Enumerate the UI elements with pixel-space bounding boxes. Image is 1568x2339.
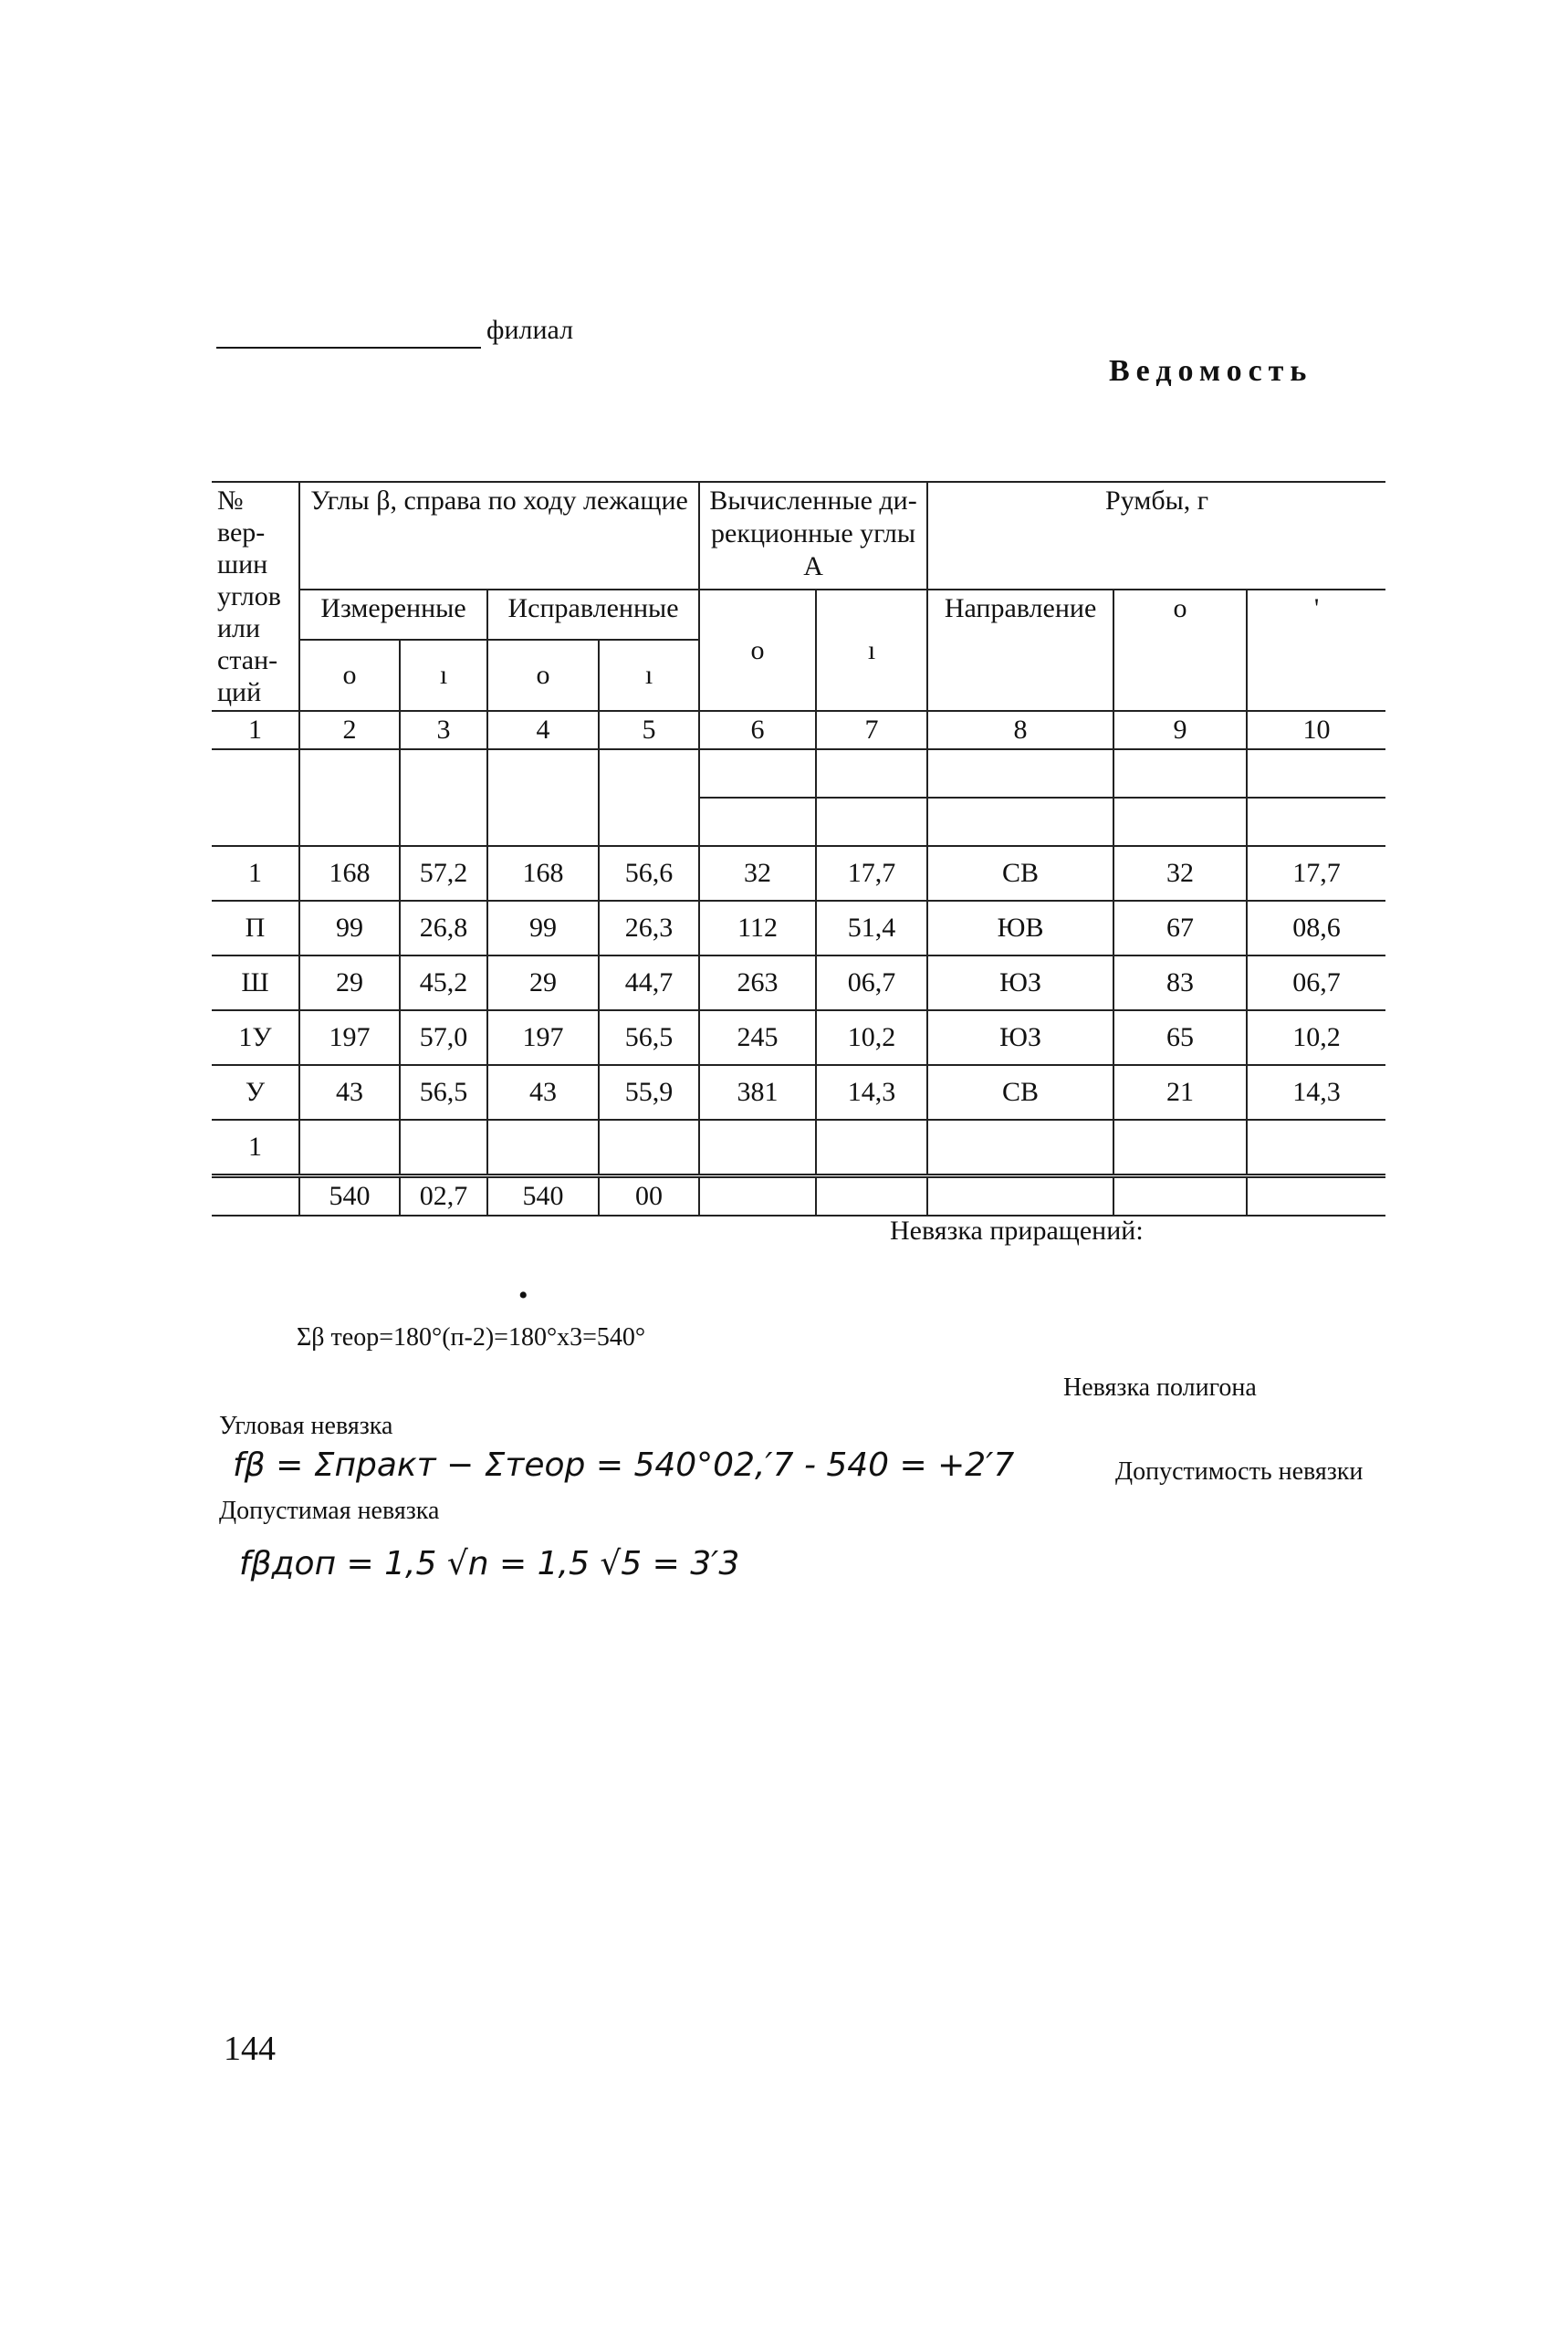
col-number: 10	[1247, 711, 1385, 749]
corrected-min: 56,6	[599, 846, 699, 901]
measured-deg: 168	[299, 846, 400, 901]
blank-cell	[1247, 1176, 1385, 1216]
dir-deg: 381	[699, 1065, 816, 1120]
blank-cell	[212, 749, 299, 846]
header-row-2	[212, 590, 1385, 640]
corrected-min: 44,7	[599, 955, 699, 1010]
rumb-min: 14,3	[1247, 1065, 1385, 1120]
sum-theoretical-formula: Σβ теор=180°(п-2)=180°х3=540°	[297, 1323, 646, 1352]
blank-cell	[1247, 798, 1385, 846]
blank-cell	[699, 1176, 816, 1216]
total-measured-min: 02,7	[400, 1176, 487, 1216]
blank-cell	[1247, 1120, 1385, 1176]
measured-min: 26,8	[400, 901, 487, 955]
blank-cell	[699, 1120, 816, 1176]
blank-cell	[599, 749, 699, 846]
corrected-deg-header: о	[487, 640, 599, 711]
angles-header: Углы β, справа по ходу лежащие	[299, 482, 699, 590]
vertex-header: № вер- шин углов или стан- ций	[212, 482, 299, 711]
corrected-deg: 43	[487, 1065, 599, 1120]
blank-cell	[1113, 798, 1247, 846]
branch-label: филиал	[486, 315, 574, 345]
rumb-deg: 32	[1113, 846, 1247, 901]
station-cell: 1	[212, 1120, 299, 1176]
direction: ЮЗ	[927, 1010, 1113, 1065]
dir-min-header: ı	[816, 590, 927, 711]
page-title: Ведомость	[1109, 354, 1313, 388]
direction: СВ	[927, 846, 1113, 901]
rumb-deg: 67	[1113, 901, 1247, 955]
rumb-deg-header: о	[1113, 590, 1247, 711]
direction: ЮВ	[927, 901, 1113, 955]
blank-cell	[400, 749, 487, 846]
blank-cell	[599, 1120, 699, 1176]
measured-min: 57,2	[400, 846, 487, 901]
direction: СВ	[927, 1065, 1113, 1120]
measured-deg: 29	[299, 955, 400, 1010]
total-corrected-min: 00	[599, 1176, 699, 1216]
blank-cell	[1247, 749, 1385, 798]
total-corrected-deg: 540	[487, 1176, 599, 1216]
col-number: 6	[699, 711, 816, 749]
blank-cell	[699, 749, 816, 798]
blank-cell	[1113, 1176, 1247, 1216]
corrected-deg: 168	[487, 846, 599, 901]
measured-deg-header: о	[299, 640, 400, 711]
blank-cell	[816, 1176, 927, 1216]
corrected-deg: 197	[487, 1010, 599, 1065]
dir-min: 17,7	[816, 846, 927, 901]
corrected-header: Исправленные	[487, 590, 699, 640]
col-number: 3	[400, 711, 487, 749]
blank-cell	[927, 749, 1113, 798]
col-number: 5	[599, 711, 699, 749]
total-measured-deg: 540	[299, 1176, 400, 1216]
measured-deg: 99	[299, 901, 400, 955]
corrected-min: 55,9	[599, 1065, 699, 1120]
col-number: 4	[487, 711, 599, 749]
blank-cell	[699, 798, 816, 846]
rumb-deg: 83	[1113, 955, 1247, 1010]
station-cell: П	[212, 901, 299, 955]
blank-cell	[487, 1120, 599, 1176]
increments-misclosure-label: Невязка приращений:	[890, 1216, 1144, 1246]
header-row-1	[212, 482, 1385, 590]
col-number: 2	[299, 711, 400, 749]
corrected-deg: 29	[487, 955, 599, 1010]
measured-min: 57,0	[400, 1010, 487, 1065]
dir-deg: 112	[699, 901, 816, 955]
measured-min-header: ı	[400, 640, 487, 711]
rumb-deg: 21	[1113, 1065, 1247, 1120]
dir-min: 14,3	[816, 1065, 927, 1120]
blank-cell	[400, 1120, 487, 1176]
station-cell: Ш	[212, 955, 299, 1010]
table-row	[212, 846, 1385, 901]
dir-deg: 245	[699, 1010, 816, 1065]
corrected-min-header: ı	[599, 640, 699, 711]
misclosure-admissibility-label: Допустимость невязки	[1115, 1457, 1364, 1486]
blank-cell	[927, 1176, 1113, 1216]
table-row	[212, 1010, 1385, 1065]
angular-misclosure-formula: fβ = Σпракт − Σтеор = 540°02,′7 - 540 = +2′7	[233, 1446, 1015, 1484]
allowed-misclosure-formula: fβдоп = 1,5 √n = 1,5 √5 = 3′3	[239, 1545, 740, 1582]
blank-cell	[299, 1120, 400, 1176]
dir-min: 06,7	[816, 955, 927, 1010]
blank-cell	[816, 749, 927, 798]
blank-cell	[212, 1176, 299, 1216]
col-number: 8	[927, 711, 1113, 749]
column-numbers-row	[212, 711, 1385, 749]
rumbs-header: Румбы, г	[927, 482, 1385, 590]
col-number: 1	[212, 711, 299, 749]
rumb-min: 10,2	[1247, 1010, 1385, 1065]
stray-dot: •	[518, 1280, 528, 1310]
blank-cell	[1113, 1120, 1247, 1176]
rumb-deg: 65	[1113, 1010, 1247, 1065]
blank-cell	[1113, 749, 1247, 798]
col-number: 7	[816, 711, 927, 749]
dir-angles-header: Вычисленные ди- рекционные углы А	[699, 482, 927, 590]
survey-table	[212, 481, 1385, 1216]
dir-deg-header: о	[699, 590, 816, 711]
blank-cell	[816, 1120, 927, 1176]
blank-cell	[927, 798, 1113, 846]
blank-cell	[299, 749, 400, 846]
rumb-min: 17,7	[1247, 846, 1385, 901]
direction: ЮЗ	[927, 955, 1113, 1010]
corrected-min: 26,3	[599, 901, 699, 955]
dir-min: 51,4	[816, 901, 927, 955]
dir-min: 10,2	[816, 1010, 927, 1065]
blank-cell	[816, 798, 927, 846]
rumb-min: 08,6	[1247, 901, 1385, 955]
blank-row	[212, 749, 1385, 798]
measured-deg: 43	[299, 1065, 400, 1120]
corrected-deg: 99	[487, 901, 599, 955]
measured-deg: 197	[299, 1010, 400, 1065]
page-number: 144	[224, 2030, 276, 2068]
measured-min: 45,2	[400, 955, 487, 1010]
col-number: 9	[1113, 711, 1247, 749]
rumb-min: 06,7	[1247, 955, 1385, 1010]
rumb-min-header: '	[1247, 590, 1385, 711]
table-row	[212, 1120, 1385, 1176]
blank-cell	[487, 749, 599, 846]
direction-header: Направление	[927, 590, 1113, 711]
dir-deg: 263	[699, 955, 816, 1010]
table-row	[212, 1065, 1385, 1120]
station-cell: У	[212, 1065, 299, 1120]
angular-misclosure-label: Угловая невязка	[219, 1412, 393, 1440]
table-row	[212, 901, 1385, 955]
table-row	[212, 955, 1385, 1010]
station-cell: 1У	[212, 1010, 299, 1065]
blank-cell	[927, 1120, 1113, 1176]
station-cell: 1	[212, 846, 299, 901]
branch-blank-line	[216, 347, 481, 349]
totals-row	[212, 1176, 1385, 1216]
allowed-misclosure-label: Допустимая невязка	[219, 1497, 440, 1525]
measured-min: 56,5	[400, 1065, 487, 1120]
measured-header: Измеренные	[299, 590, 487, 640]
polygon-misclosure-label: Невязка полигона	[1063, 1373, 1257, 1402]
corrected-min: 56,5	[599, 1010, 699, 1065]
dir-deg: 32	[699, 846, 816, 901]
